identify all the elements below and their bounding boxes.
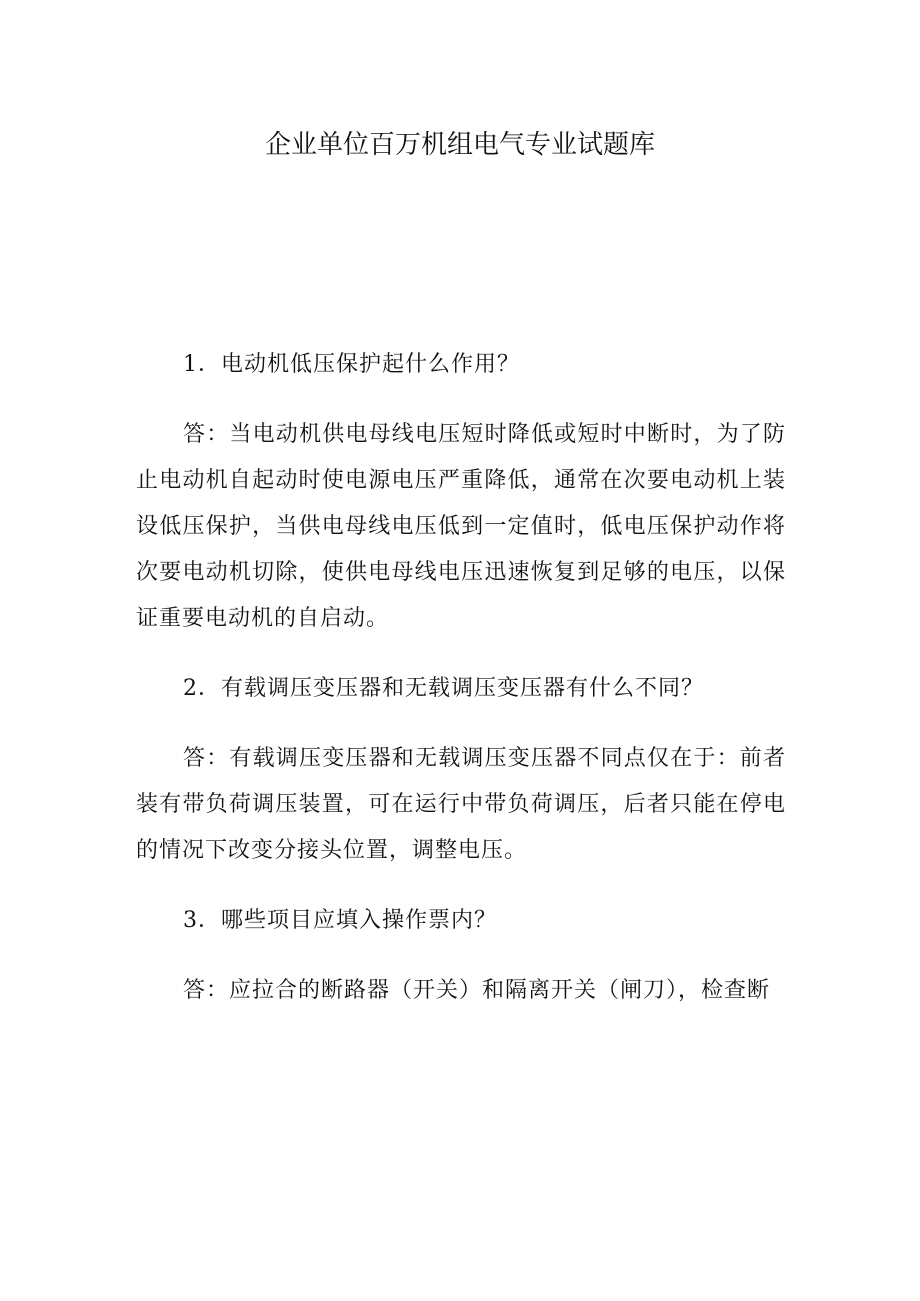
question-2: 2．有载调压变压器和无载调压变压器有什么不同？ [183, 676, 704, 701]
document-title: 企业单位百万机组电气专业试题库 [264, 130, 655, 160]
document-body [136, 342, 786, 1038]
question-3: 3．哪些项目应填入操作票内？ [183, 908, 497, 933]
answer-3: 答：应拉合的断路器（开关）和隔离开关（闸刀），检查断 [183, 978, 771, 1003]
question-1: 1．电动机低压保护起什么作用？ [183, 352, 520, 377]
answer-2: 答：有载调压变压器和无载调压变压器不同点仅在于：前者装有带负荷调压装置，可在运行中带负荷调压，后者只能在停电的情况下改变分接头位置，调整电压。 [136, 746, 786, 863]
answer-1: 答：当电动机供电母线电压短时降低或短时中断时，为了防止电动机自起动时使电源电压严重降低，通常在次要电动机上装设低压保护，当供电母线电压低到一定值时，低电压保护动作将次要电动机切除，使供电母线电压迅速恢复到足够的电压，以保证重要电动机的自启动。 [136, 422, 786, 631]
